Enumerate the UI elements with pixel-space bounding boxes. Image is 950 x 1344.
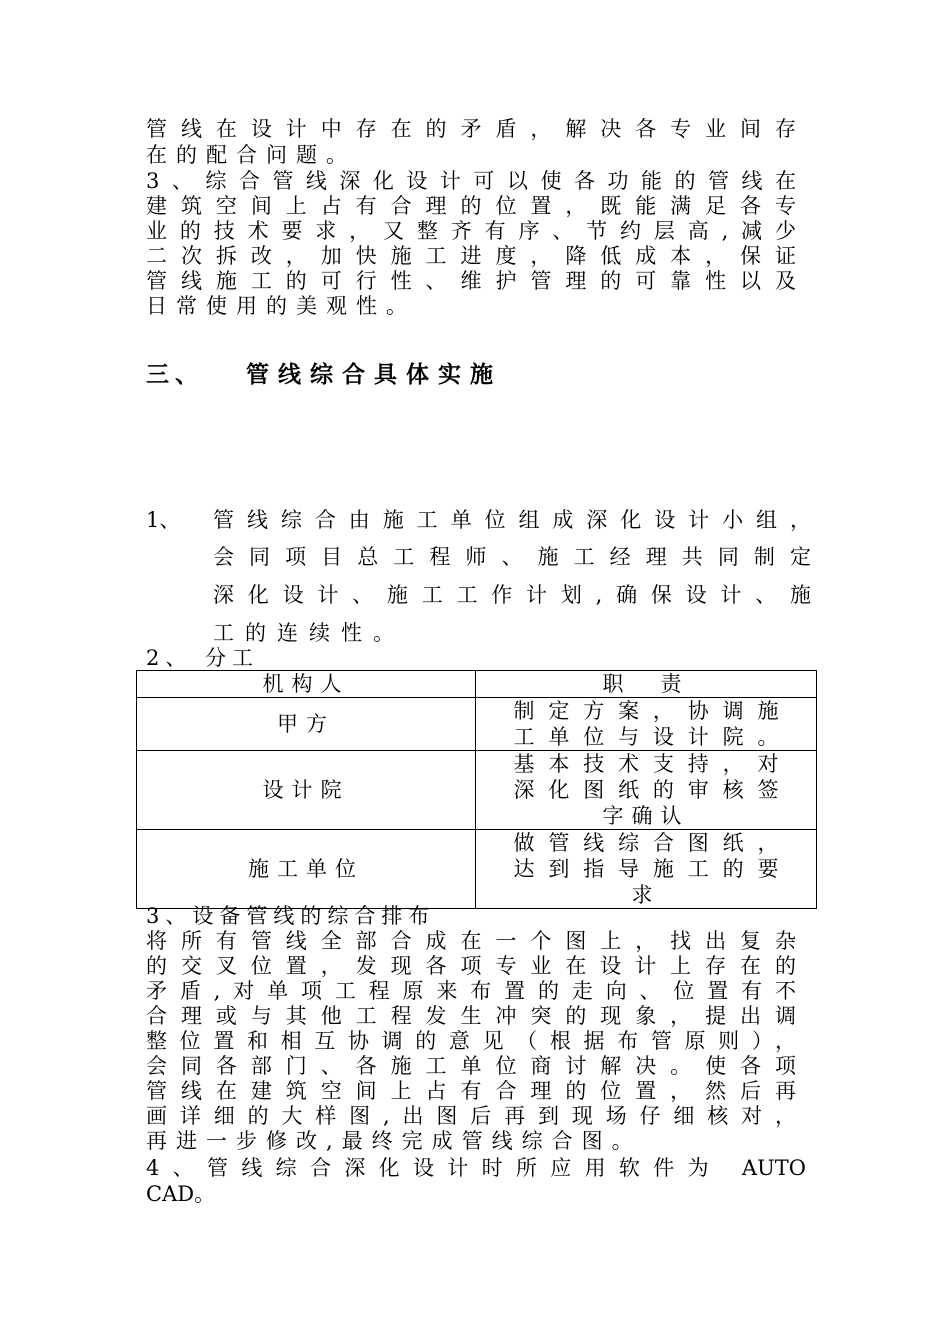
table-row [137, 830, 817, 909]
section-number: 三、 [146, 362, 204, 388]
item1-line-3: 深化设计、施工工作计划,确保设计、施 [213, 583, 811, 607]
table-cell-duty [476, 830, 817, 909]
item4-line-1: 4、管线综合深化设计时所应用软件为 AUTO [146, 1156, 806, 1180]
item1-number: 1、 [146, 508, 181, 532]
intro-line-1: 管线在设计中存在的矛盾，解决各专业间存 [146, 117, 796, 141]
table-row [137, 751, 817, 830]
point3-line-5: 管线施工的可行性、维护管理的可靠性以及 [146, 269, 796, 293]
item3-line-5: 整位置和相互协调的意见（根据布管原则）， [146, 1029, 796, 1053]
table-cell-org: 施工单位 [137, 830, 476, 909]
item2-heading: 2、 分工 [146, 646, 260, 670]
item4-line-2: CAD。 [146, 1182, 216, 1206]
item3-line-8: 画详细的大样图,出图后再到现场仔细核对， [146, 1104, 796, 1128]
responsibility-table [136, 670, 817, 909]
point3-line-1: 3、综合管线深化设计可以使各功能的管线在 [146, 169, 796, 193]
item3-line-3: 矛盾,对单项工程原来布置的走向、位置有不 [146, 979, 796, 1003]
intro-line-2: 在的配合问题。 [146, 143, 356, 167]
section-heading [146, 356, 502, 389]
table-header-org: 机构人 [137, 671, 476, 698]
point3-line-2: 建筑空间上占有合理的位置，既能满足各专 [146, 194, 796, 218]
table-header-duty: 职 责 [476, 671, 817, 698]
item3-line-1: 将所有管线全部合成在一个图上，找出复杂 [146, 929, 796, 953]
item1-line-4: 工的连续性。 [213, 621, 405, 645]
point3-line-3: 业的技术要求，又整齐有序、节约层高,减少 [146, 219, 796, 243]
duty-line: 深化图纸的审核签 [513, 778, 779, 802]
table-cell-duty [476, 751, 817, 830]
point3-line-6: 日常使用的美观性。 [146, 294, 416, 318]
duty-line: 达到指导施工的要 [513, 857, 779, 881]
duty-line: 做管线综合图纸， [513, 831, 779, 855]
section-title: 管线综合具体实施 [246, 362, 502, 388]
duty-line: 字确认 [602, 804, 690, 828]
item3-line-2: 的交叉位置，发现各项专业在设计上存在的 [146, 954, 796, 978]
item3-line-4: 合理或与其他工程发生冲突的现象，提出调 [146, 1004, 796, 1028]
duty-line: 工单位与设计院。 [513, 725, 779, 749]
item3-line-9: 再进一步修改,最终完成管线综合图。 [146, 1129, 642, 1153]
table-row [137, 698, 817, 751]
item1-line-2: 会同项目总工程师、施工经理共同制定 [213, 545, 811, 569]
item3-heading: 3、设备管线的综合排布 [146, 904, 436, 928]
item3-line-6: 会同各部门、各施工单位商讨解决。使各项 [146, 1054, 796, 1078]
duty-line: 求 [631, 883, 661, 907]
item1-line-1: 管线综合由施工单位组成深化设计小组， [213, 508, 811, 532]
table-cell-org: 设计院 [137, 751, 476, 830]
table-header-row [137, 671, 817, 698]
duty-line: 基本技术支持，对 [513, 752, 779, 776]
table-cell-duty [476, 698, 817, 751]
duty-line: 制定方案，协调施 [513, 699, 779, 723]
table-cell-org: 甲方 [137, 698, 476, 751]
point3-line-4: 二次拆改，加快施工进度，降低成本，保证 [146, 244, 796, 268]
item3-line-7: 管线在建筑空间上占有合理的位置，然后再 [146, 1079, 796, 1103]
